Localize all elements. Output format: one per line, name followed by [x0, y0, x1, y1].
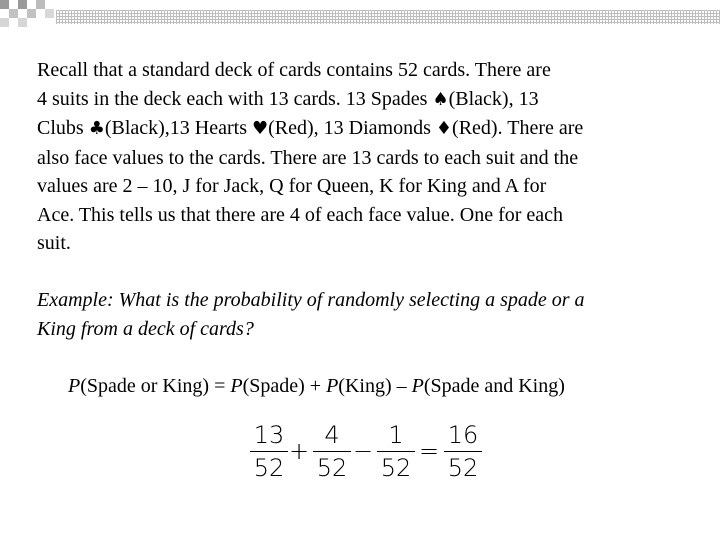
decorative-checker-pattern: [0, 0, 56, 34]
fraction-bar: [377, 451, 415, 452]
formula-text: (Spade) +: [242, 375, 327, 397]
formula-text: (Spade and King): [423, 375, 565, 397]
fraction-denominator: 52: [253, 454, 285, 482]
fraction-bar: [313, 451, 351, 452]
checker-square: [0, 18, 9, 27]
probability-formula: [68, 372, 565, 400]
text-run: 4 suits in the deck each with 13 cards. 13 Spades: [37, 87, 433, 110]
checker-square: [27, 9, 36, 18]
deck-description-paragraph: [37, 56, 697, 258]
checker-square: [18, 18, 27, 27]
fraction-bar: [250, 451, 288, 452]
club-icon: ♣: [88, 118, 105, 139]
text-run: Recall that a standard deck of cards contains 52 cards. There are: [37, 59, 551, 81]
fraction-result: [442, 420, 484, 483]
paragraph-line: [37, 172, 697, 201]
example-line: Example: What is the probability of randomly selecting a spade or a: [37, 289, 585, 311]
spade-icon: ♠: [432, 88, 449, 110]
text-run: suit.: [37, 232, 71, 254]
formula-text: (King) –: [338, 375, 412, 397]
text-run: Clubs: [37, 117, 89, 139]
equals-operator: =: [418, 437, 440, 465]
checker-square: [18, 0, 27, 9]
example-line: King from a deck of cards?: [37, 317, 254, 340]
diamond-icon: ♦: [435, 118, 453, 139]
text-run: (Red), 13 Diamonds: [268, 117, 436, 139]
fraction-numerator: 13: [253, 421, 285, 449]
probability-symbol: P: [230, 375, 243, 397]
checker-square: [45, 9, 54, 18]
probability-symbol: P: [68, 375, 81, 397]
checker-square: [9, 9, 18, 18]
fraction-spade: [248, 420, 290, 483]
text-run: Ace. This tells us that there are 4 of each face value. One for each: [37, 203, 564, 226]
minus-operator: −: [352, 437, 374, 465]
probability-symbol: P: [326, 375, 339, 397]
text-run: (Black),13 Hearts: [104, 117, 252, 139]
fraction-bar: [444, 451, 482, 452]
probability-symbol: P: [411, 375, 424, 397]
fraction-king: [311, 420, 353, 483]
paragraph-line: [37, 85, 697, 115]
fraction-numerator: 4: [324, 421, 340, 449]
paragraph-line: [37, 201, 697, 230]
heart-icon: ♥: [252, 118, 269, 139]
text-run: (Black), 13: [448, 87, 539, 110]
fraction-numerator: 1: [388, 421, 404, 449]
paragraph-line: [37, 144, 697, 173]
paragraph-line: [37, 114, 697, 144]
paragraph-line: [37, 56, 697, 85]
fraction-denominator: 52: [447, 454, 479, 482]
checker-square: [0, 0, 9, 9]
formula-text: (Spade or King) =: [80, 375, 231, 397]
fraction-calculation: [248, 420, 488, 490]
fraction-denominator: 52: [380, 454, 412, 482]
fraction-denominator: 52: [316, 454, 348, 482]
plus-operator: +: [288, 437, 310, 465]
checker-graphic: [0, 0, 56, 34]
text-run: (Red). There are: [452, 117, 584, 139]
decorative-top-rule: [56, 10, 720, 24]
fraction-numerator: 16: [447, 421, 479, 449]
text-run: also face values to the cards. There are 13 cards to each suit and the: [37, 146, 579, 169]
example-question: [37, 286, 712, 343]
text-run: values are 2 – 10, J for Jack, Q for Queen, K for King and A for: [37, 175, 547, 197]
paragraph-line: [37, 229, 697, 258]
checker-square: [36, 0, 45, 9]
fraction-spade-and-king: [375, 420, 417, 483]
